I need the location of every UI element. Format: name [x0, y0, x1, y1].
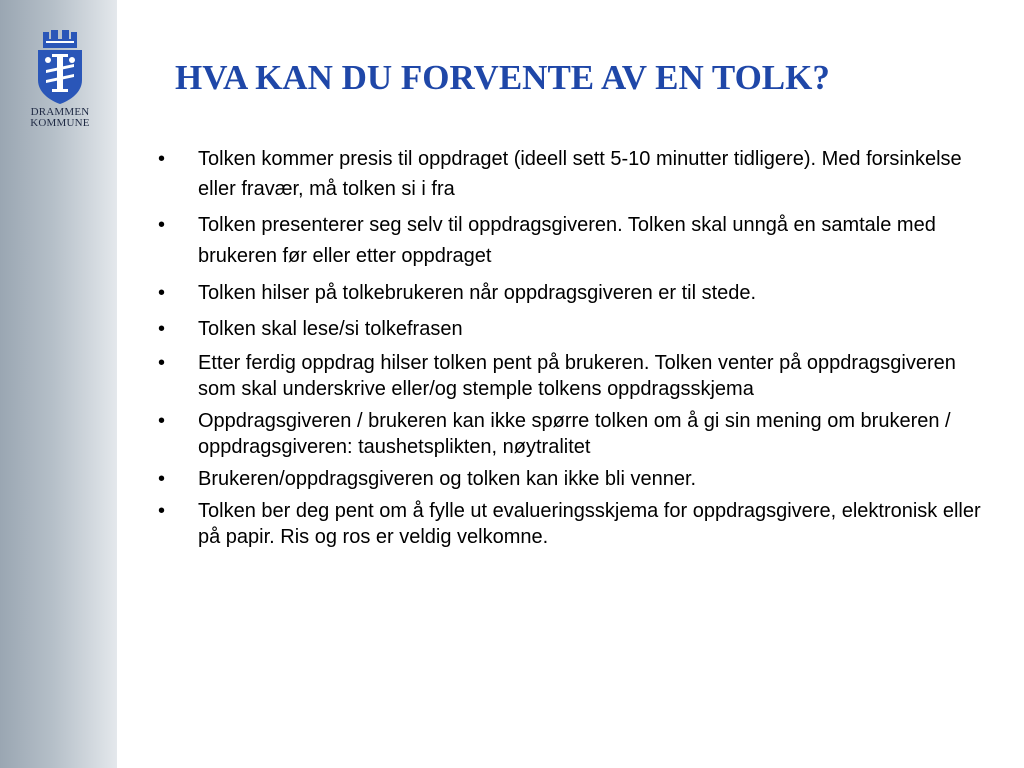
bullet-item: [158, 278, 993, 308]
bullet-text: Tolken ber deg pent om å fylle ut evalueringsskjema for oppdragsgivere, elektronisk eller på papir. Ris og ros er veldig velkomne.: [198, 500, 981, 548]
bullet-text: Tolken presenterer seg selv til oppdragsgiveren. Tolken skal unngå en samtale med brukeren før eller etter oppdraget: [198, 214, 936, 267]
drammen-kommune-logo: [22, 30, 98, 129]
bullet-symbol: •: [158, 468, 166, 490]
bullet-symbol: •: [158, 214, 166, 236]
bullet-text: Tolken skal lese/si tolkefrasen: [198, 318, 463, 340]
bullet-item: [158, 350, 993, 402]
bullet-symbol: •: [158, 282, 166, 304]
bullet-item: [158, 144, 993, 204]
bullet-item: [158, 314, 993, 344]
bullet-list: [158, 144, 993, 556]
bullet-symbol: •: [158, 352, 166, 374]
bullet-text: Tolken kommer presis til oppdraget (ideell sett 5-10 minutter tidligere). Med forsinkelse eller fravær, må tolken si i fra: [198, 148, 962, 200]
logo-text-line-1: DRAMMEN: [30, 106, 90, 118]
bullet-symbol: •: [158, 500, 166, 522]
bullet-item: [158, 498, 993, 550]
bullet-item: [158, 466, 993, 492]
bullet-text: Brukeren/oppdragsgiveren og tolken kan ikke bli venner.: [198, 468, 697, 490]
slide-title: HVA KAN DU FORVENTE AV EN TOLK?: [175, 58, 830, 97]
bullet-symbol: •: [158, 148, 166, 170]
bullet-text: Oppdragsgiveren / brukeren kan ikke spørre tolken om å gi sin mening om brukeren / oppdragsgiveren: taushetsplikten, nøytralitet: [198, 410, 951, 458]
logo-text-line-2: KOMMUNE: [30, 117, 90, 129]
bullet-symbol: •: [158, 318, 166, 340]
bullet-item: [158, 408, 993, 460]
coat-of-arms-icon: [34, 30, 86, 104]
bullet-symbol: •: [158, 410, 166, 432]
bullet-item: [158, 210, 993, 272]
bullet-text: Etter ferdig oppdrag hilser tolken pent på brukeren. Tolken venter på oppdragsgiveren som skal underskrive eller/og stemple tolkens oppdragsskjema: [198, 352, 956, 400]
bullet-text: Tolken hilser på tolkebrukeren når oppdragsgiveren er til stede.: [198, 282, 757, 304]
